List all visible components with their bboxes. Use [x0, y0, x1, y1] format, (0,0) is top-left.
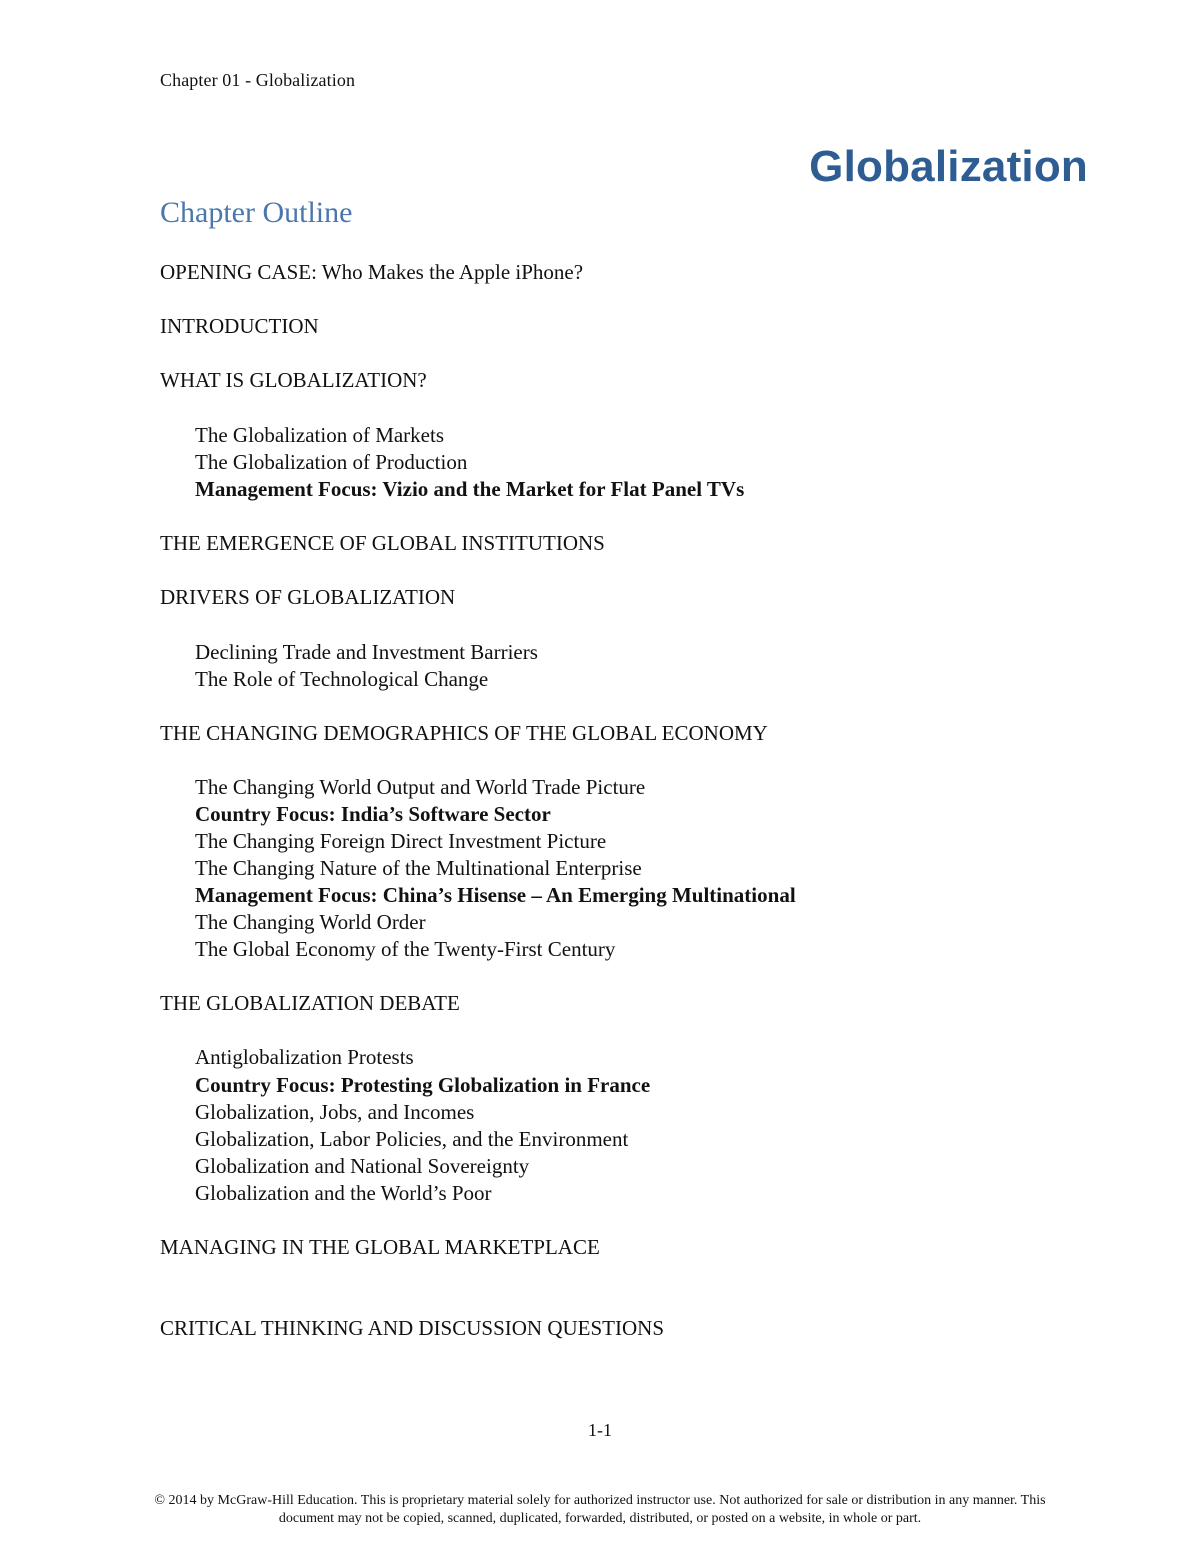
chapter-title: Globalization: [809, 142, 1088, 191]
copyright-notice: [90, 1492, 1110, 1528]
outline-item-changing-demographics: THE CHANGING DEMOGRAPHICS OF THE GLOBAL ECONOMY: [160, 721, 768, 745]
outline-item-globalization-debate: THE GLOBALIZATION DEBATE: [160, 991, 460, 1015]
outline-item-management-focus-vizio: Management Focus: Vizio and the Market for Flat Panel TVs: [195, 477, 745, 501]
outline-item-what-is-globalization: WHAT IS GLOBALIZATION?: [160, 368, 427, 392]
outline-item-twenty-first-century: The Global Economy of the Twenty-First Century: [195, 937, 616, 961]
outline-heading: Chapter Outline: [160, 196, 353, 229]
outline-item-declining-barriers: Declining Trade and Investment Barriers: [195, 640, 538, 664]
copyright-line-2: document may not be copied, scanned, duplicated, forwarded, distributed, or posted on a website, in whole or part.: [278, 1511, 922, 1526]
outline-item-antiglobalization-protests: Antiglobalization Protests: [195, 1045, 414, 1069]
outline-item-worlds-poor: Globalization and the World’s Poor: [195, 1181, 492, 1205]
outline-item-country-focus-france: Country Focus: Protesting Globalization in France: [195, 1073, 651, 1097]
outline-item-world-output-trade: The Changing World Output and World Trade Picture: [195, 775, 646, 799]
outline-item-drivers-of-globalization: DRIVERS OF GLOBALIZATION: [160, 585, 456, 609]
outline-item-critical-thinking: CRITICAL THINKING AND DISCUSSION QUESTIONS: [160, 1316, 665, 1340]
outline-item-fdi-picture: The Changing Foreign Direct Investment Picture: [195, 829, 607, 853]
outline-item-national-sovereignty: Globalization and National Sovereignty: [195, 1154, 530, 1178]
outline-item-country-focus-india: Country Focus: India’s Software Sector: [195, 802, 551, 826]
outline-item-global-institutions: THE EMERGENCE OF GLOBAL INSTITUTIONS: [160, 531, 605, 555]
outline-item-globalization-of-production: The Globalization of Production: [195, 450, 468, 474]
running-header: Chapter 01 - Globalization: [160, 70, 356, 90]
outline-item-introduction: INTRODUCTION: [160, 314, 319, 338]
outline-item-world-order: The Changing World Order: [195, 910, 426, 934]
outline-item-global-marketplace: MANAGING IN THE GLOBAL MARKETPLACE: [160, 1235, 600, 1259]
outline-item-opening-case: OPENING CASE: Who Makes the Apple iPhone?: [160, 260, 584, 284]
page-number: 1-1: [588, 1420, 612, 1440]
copyright-line-1: © 2014 by McGraw-Hill Education. This is proprietary material solely for authorized instructor use. Not authorized for sale or distribution in any manner. This: [154, 1493, 1046, 1508]
outline-item-management-focus-hisense: Management Focus: China’s Hisense – An Emerging Multinational: [195, 883, 796, 907]
outline-item-multinational-enterprise: The Changing Nature of the Multinational Enterprise: [195, 856, 642, 880]
outline-item-labor-policies: Globalization, Labor Policies, and the Environment: [195, 1127, 629, 1151]
outline-item-technological-change: The Role of Technological Change: [195, 667, 489, 691]
outline-item-globalization-of-markets: The Globalization of Markets: [195, 423, 445, 447]
outline-item-jobs-and-incomes: Globalization, Jobs, and Incomes: [195, 1100, 475, 1124]
